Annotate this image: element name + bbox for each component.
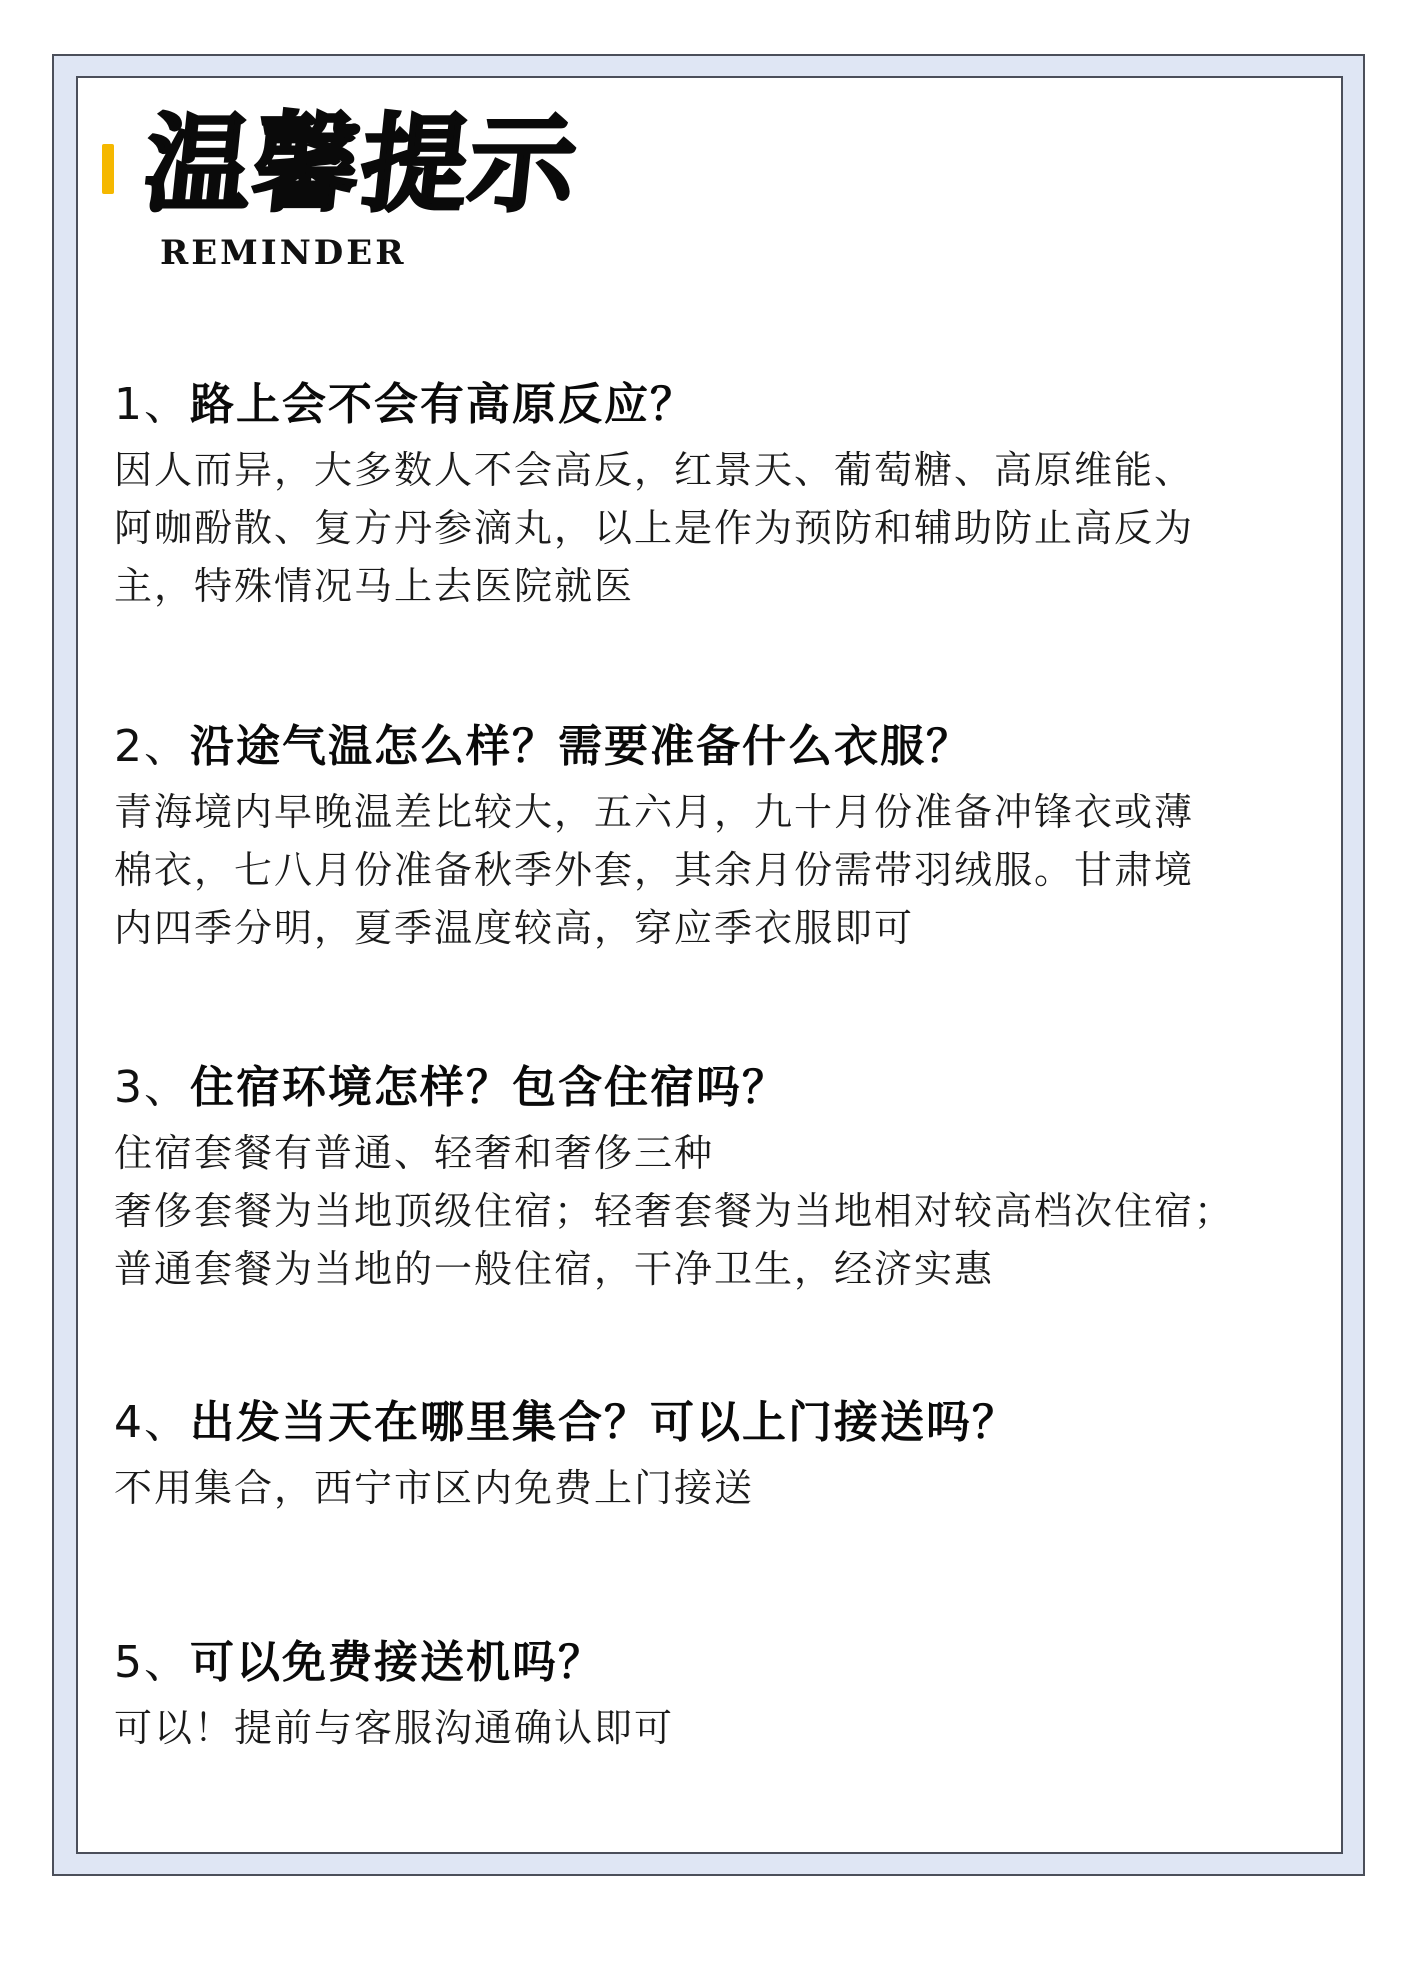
faq-answer-line: 内四季分明，夏季温度较高，穿应季衣服即可 [114, 906, 915, 950]
faq-answer-line: 阿咖酚散、复方丹参滴丸，以上是作为预防和辅助防止高反为 [114, 506, 1195, 550]
faq-question-text: 沿途气温怎么样？需要准备什么衣服？ [190, 721, 972, 772]
faq-answer-line: 青海境内早晚温差比较大，五六月，九十月份准备冲锋衣或薄 [114, 790, 1195, 834]
faq-number: 4、 [114, 1397, 190, 1448]
faq-answer-line: 不用集合，西宁市区内免费上门接送 [114, 1466, 755, 1510]
faq-answer-5 [114, 1699, 1314, 1757]
faq-answer-line: 住宿套餐有普通、轻奢和奢侈三种 [114, 1131, 715, 1175]
faq-number: 2、 [114, 721, 190, 772]
faq-answer-line: 普通套餐为当地的一般住宿，干净卫生，经济实惠 [114, 1247, 995, 1291]
faq-number: 3、 [114, 1062, 190, 1113]
title-accent-bar [102, 144, 114, 194]
faq-question-4 [114, 1393, 1314, 1453]
faq-answer-line: 棉衣，七八月份准备秋季外套，其余月份需带羽绒服。甘肃境 [114, 848, 1195, 892]
faq-item-1 [114, 375, 1314, 615]
faq-question-2 [114, 717, 1314, 777]
faq-question-text: 出发当天在哪里集合？可以上门接送吗？ [190, 1397, 1018, 1448]
faq-question-1 [114, 375, 1314, 435]
faq-item-5 [114, 1633, 1314, 1757]
page-frame-inner [76, 76, 1343, 1854]
faq-item-3 [114, 1058, 1314, 1298]
faq-number: 5、 [114, 1637, 190, 1688]
faq-question-text: 住宿环境怎样？包含住宿吗？ [190, 1062, 788, 1113]
faq-answer-line: 因人而异，大多数人不会高反，红景天、葡萄糖、高原维能、 [114, 448, 1195, 492]
faq-answer-3 [114, 1124, 1314, 1298]
faq-item-2 [114, 717, 1314, 957]
faq-question-text: 路上会不会有高原反应？ [190, 379, 696, 430]
faq-answer-line: 可以！提前与客服沟通确认即可 [114, 1706, 675, 1750]
faq-answer-1 [114, 441, 1314, 615]
faq-number: 1、 [114, 379, 190, 430]
faq-item-4 [114, 1393, 1314, 1517]
page-title: 温馨提示 [139, 103, 585, 226]
faq-answer-4 [114, 1459, 1314, 1517]
faq-answer-line: 主，特殊情况马上去医院就医 [114, 564, 635, 608]
faq-question-5 [114, 1633, 1314, 1693]
faq-answer-line: 奢侈套餐为当地顶级住宿；轻奢套餐为当地相对较高档次住宿； [114, 1189, 1235, 1233]
faq-answer-2 [114, 783, 1314, 957]
faq-question-text: 可以免费接送机吗？ [190, 1637, 604, 1688]
faq-question-3 [114, 1058, 1314, 1118]
page-subtitle: REMINDER [160, 233, 407, 273]
